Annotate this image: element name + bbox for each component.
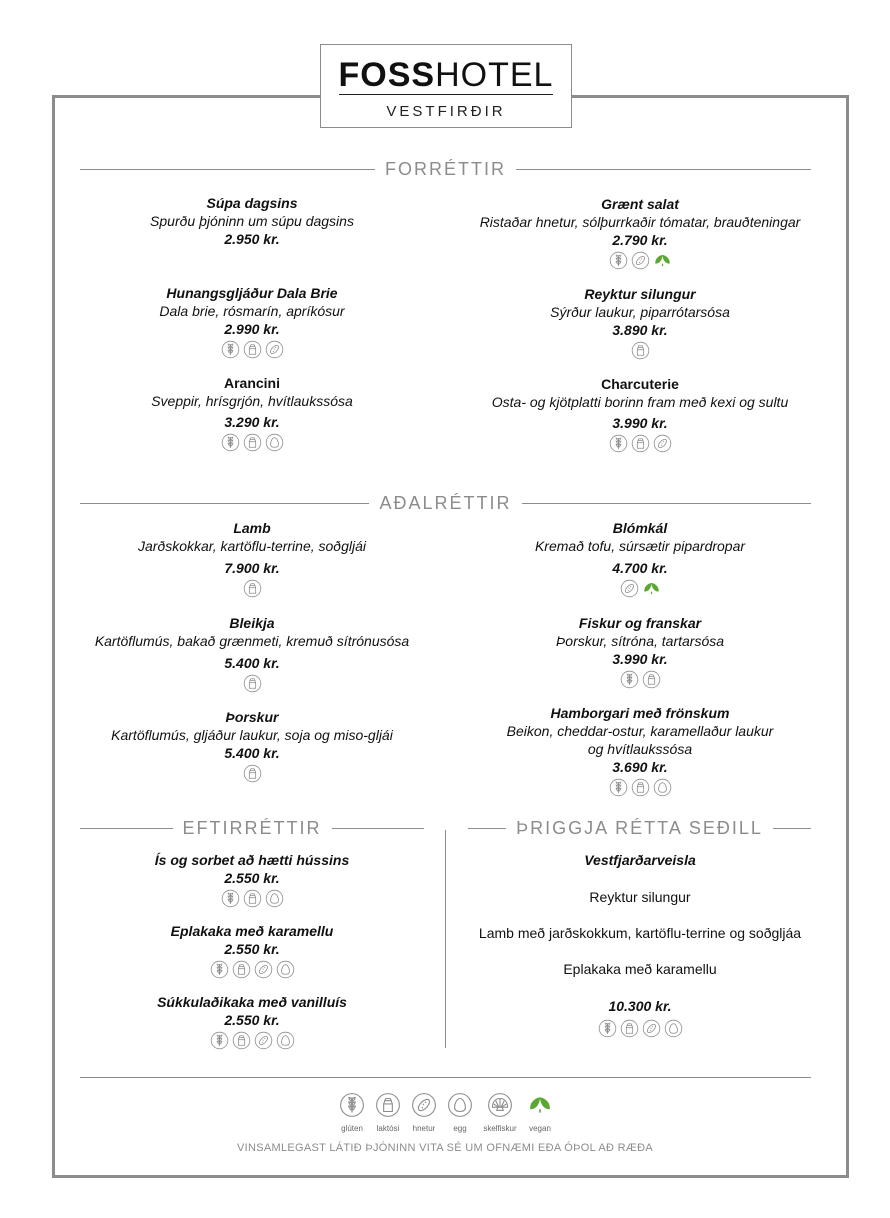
allergen-icons (62, 764, 442, 783)
nuts-icon (653, 434, 672, 453)
nuts-icon (411, 1092, 437, 1118)
legend-gluten: glúten (338, 1092, 366, 1133)
set-menu-course-2: Lamb með jarðskokkum, kartöflu-terrine og soðgljáa (478, 925, 802, 941)
dish-description: Dala brie, rósmarín, apríkósur (159, 303, 345, 319)
main-item (62, 519, 442, 598)
dish-price: 3.990 kr. (612, 651, 668, 667)
hotel-logo (320, 44, 572, 128)
egg-icon (265, 433, 284, 452)
mains-heading: AÐALRÉTTIR (80, 493, 811, 513)
starter-item (450, 195, 830, 270)
legend-lactose: laktósi (374, 1092, 402, 1133)
allergen-icons (62, 340, 442, 359)
gluten-icon (339, 1092, 365, 1118)
lactose-icon (375, 1092, 401, 1118)
starter-item (62, 374, 442, 452)
allergen-icons (62, 433, 442, 452)
allergen-icons (62, 1031, 442, 1050)
gluten-icon (609, 434, 628, 453)
logo-divider (339, 94, 553, 95)
egg-icon (447, 1092, 473, 1118)
dish-name: Súkkulaðikaka með vanilluís (157, 994, 347, 1010)
dish-description: Kremað tofu, súrsætir pipardropar (534, 538, 746, 554)
dish-description: Kartöflumús, gljáður laukur, soja og miso-gljái (111, 727, 393, 743)
egg-icon (653, 778, 672, 797)
nuts-icon (620, 579, 639, 598)
set-menu-price: 10.300 kr. (608, 998, 672, 1014)
dish-name: Ís og sorbet að hætti hússins (154, 852, 350, 868)
lactose-icon (243, 579, 262, 598)
lactose-icon (631, 434, 650, 453)
dish-price: 3.290 kr. (224, 414, 280, 430)
lactose-icon (620, 1019, 639, 1038)
nuts-icon (254, 1031, 273, 1050)
dish-description: Osta- og kjötplatti borinn fram með kexi og sultu (491, 394, 789, 410)
dish-name: Þorskur (225, 709, 279, 725)
dish-name: Súpa dagsins (206, 195, 298, 211)
starter-item (450, 375, 830, 453)
gluten-icon (210, 960, 229, 979)
gluten-icon (210, 1031, 229, 1050)
set-menu-title: Vestfjarðarveisla (584, 852, 696, 868)
starter-item (62, 194, 442, 248)
gluten-icon (221, 340, 240, 359)
dish-name: Eplakaka með karamellu (170, 923, 334, 939)
gluten-icon (609, 778, 628, 797)
desserts-heading: EFTIRRÉTTIR (80, 818, 424, 838)
dish-description: Ristaðar hnetur, sólþurrkaðir tómatar, brauðteningar (479, 214, 801, 230)
dish-name: Lamb (233, 520, 271, 536)
set-menu-heading: ÞRIGGJA RÉTTA SEÐILL (468, 818, 811, 838)
allergen-icons (450, 579, 830, 598)
gluten-icon (598, 1019, 617, 1038)
set-menu-course-1: Reyktur silungur (589, 889, 691, 905)
dish-price: 2.550 kr. (224, 941, 280, 957)
dish-price: 3.990 kr. (612, 415, 668, 431)
main-item (62, 708, 442, 783)
legend-egg: egg (446, 1092, 474, 1133)
set-menu-course-3: Eplakaka með karamellu (563, 961, 717, 977)
logo-wordmark: FOSSHOTEL (338, 56, 554, 94)
lactose-icon (631, 341, 650, 360)
allergen-icons (450, 778, 830, 797)
dish-name: Reyktur silungur (584, 286, 696, 302)
dish-price: 2.950 kr. (224, 231, 280, 247)
allergen-icons (62, 674, 442, 693)
main-item (450, 704, 830, 797)
logo-location: VESTFIRÐIR (386, 103, 506, 120)
dish-price: 2.790 kr. (612, 232, 668, 248)
dish-name: Bleikja (229, 615, 275, 631)
vegan-icon (527, 1092, 553, 1118)
legend-vegan: vegan (526, 1092, 554, 1133)
gluten-icon (620, 670, 639, 689)
gluten-icon (221, 889, 240, 908)
dish-price: 2.550 kr. (224, 870, 280, 886)
dish-price: 5.400 kr. (224, 745, 280, 761)
column-divider (445, 830, 446, 1048)
dish-name: Hunangsgljáður Dala Brie (166, 285, 338, 301)
allergen-icons (62, 889, 442, 908)
lactose-icon (631, 778, 650, 797)
main-item (62, 614, 442, 693)
dessert-item (62, 993, 442, 1050)
allergen-icons (450, 434, 830, 453)
footer-divider (80, 1077, 811, 1078)
dish-price: 2.990 kr. (224, 321, 280, 337)
dish-description: Jarðskokkar, kartöflu-terrine, soðgljái (138, 538, 366, 554)
dish-description: Beikon, cheddar-ostur, karamellaður laukur (506, 723, 774, 739)
dessert-item (62, 922, 442, 979)
egg-icon (664, 1019, 683, 1038)
allergen-icons (450, 341, 830, 360)
lactose-icon (232, 1031, 251, 1050)
lactose-icon (243, 889, 262, 908)
main-item (450, 614, 830, 689)
nuts-icon (265, 340, 284, 359)
nuts-icon (254, 960, 273, 979)
starter-item (62, 284, 442, 359)
gluten-icon (221, 433, 240, 452)
dish-name: Hamborgari með frönskum (550, 705, 730, 721)
dish-description: Sýrður laukur, piparrótarsósa (550, 304, 730, 320)
starter-item (450, 285, 830, 360)
legend-shellfish: skelfiskur (482, 1092, 518, 1133)
dish-name: Blómkál (612, 520, 668, 536)
dish-price: 3.690 kr. (612, 759, 668, 775)
allergen-icons (62, 960, 442, 979)
dish-name: Arancini (223, 375, 280, 391)
allergen-icons (450, 251, 830, 270)
dish-name: Grænt salat (601, 196, 679, 212)
dish-description: Þorskur, sítróna, tartarsósa (555, 633, 725, 649)
dessert-item (62, 851, 442, 908)
lactose-icon (232, 960, 251, 979)
dish-price: 5.400 kr. (224, 655, 280, 671)
vegan-icon (653, 251, 672, 270)
vegan-icon (642, 579, 661, 598)
egg-icon (276, 960, 295, 979)
dish-name: Fiskur og franskar (578, 615, 702, 631)
dish-price: 3.890 kr. (612, 322, 668, 338)
allergen-icons (450, 670, 830, 689)
lactose-icon (243, 433, 262, 452)
legend-nuts: hnetur (410, 1092, 438, 1133)
egg-icon (276, 1031, 295, 1050)
dish-price: 4.700 kr. (612, 560, 668, 576)
lactose-icon (642, 670, 661, 689)
gluten-icon (609, 251, 628, 270)
nuts-icon (642, 1019, 661, 1038)
dish-name: Charcuterie (601, 376, 679, 392)
dish-description: Sveppir, hrísgrjón, hvítlaukssósa (151, 393, 353, 409)
allergy-notice: VINSAMLEGAST LÁTIÐ ÞJÓNINN VITA SÉ UM OFNÆMI EÐA ÓÞOL AÐ RÆÐA (236, 1142, 653, 1154)
starters-heading: FORRÉTTIR (80, 159, 811, 179)
lactose-icon (243, 340, 262, 359)
dish-price: 2.550 kr. (224, 1012, 280, 1028)
lactose-icon (243, 674, 262, 693)
shellfish-icon (487, 1092, 513, 1118)
dish-description: Spurðu þjóninn um súpu dagsins (150, 213, 354, 229)
egg-icon (265, 889, 284, 908)
nuts-icon (631, 251, 650, 270)
dish-description-cont: og hvítlaukssósa (587, 741, 693, 757)
allergen-legend (338, 1092, 554, 1133)
allergen-icons (465, 1019, 815, 1038)
main-item (450, 519, 830, 598)
dish-description: Kartöflumús, bakað grænmeti, kremuð sítrónusósa (94, 633, 410, 649)
dish-price: 7.900 kr. (224, 560, 280, 576)
lactose-icon (243, 764, 262, 783)
allergen-icons (62, 579, 442, 598)
